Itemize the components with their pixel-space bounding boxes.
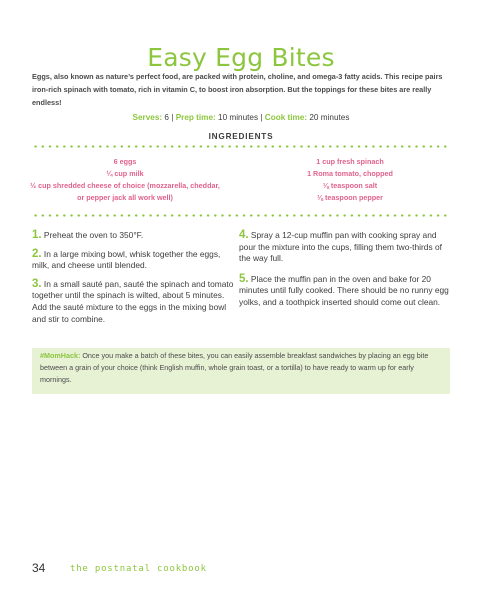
recipe-step [32, 249, 237, 272]
ingredient-item: 1 Roma tomato, chopped [307, 169, 393, 178]
step-number: 5. [239, 272, 249, 285]
prep-label: Prep time: [175, 113, 216, 122]
recipe-intro: Eggs, also known as nature’s perfect food, are packed with protein, choline, and omega-3 fatty acids. This recipe pairs iron-rich spinach with tomato, rich in vitamin C, to boost iron absorption. But the toppings for these bites are really endless! [32, 72, 443, 107]
step-text: In a small sauté pan, sauté the spinach and tomato together until the spinach is wilted, about 5 minutes. Add the sauté mixture to the eggs in the mixing bowl and stir to combine. [32, 278, 234, 324]
ingredient-item: ¼ cup milk [106, 169, 144, 178]
recipe-meta [0, 113, 482, 122]
cook-label: Cook time: [264, 113, 308, 122]
dotted-divider-top [32, 145, 450, 148]
ingredients-heading: INGREDIENTS [208, 132, 274, 141]
recipe-title: Easy Egg Bites [147, 42, 335, 72]
ingredient-item: ⅛ teaspoon pepper [317, 193, 383, 202]
ingredients-left-column [30, 156, 220, 204]
step-text: Preheat the oven to 350°F. [43, 230, 144, 240]
step-text: Place the muffin pan in the oven and bake for 20 minutes until fully cooked. There should be no runny egg yolks, and a toothpick inserted should come out clean. [239, 273, 449, 307]
ingredient-item: ⅛ teaspoon salt [322, 181, 378, 190]
recipe-step [239, 274, 449, 309]
step-text: Spray a 12-cup muffin pan with cooking spray and pour the mixture into the cups, filling them two-thirds of the way full. [239, 230, 442, 264]
recipe-step [32, 230, 237, 242]
recipe-step [32, 279, 237, 325]
book-title: the postnatal cookbook [70, 564, 207, 574]
mom-hack-box [32, 348, 450, 394]
step-number: 1. [32, 229, 42, 241]
mom-hack-tag: #MomHack: [40, 351, 81, 360]
steps-left-column [32, 230, 237, 332]
serves-value: 6 [164, 113, 169, 122]
ingredient-item: 1 cup fresh spinach [316, 157, 384, 166]
recipe-step [239, 230, 449, 265]
ingredient-item: ½ cup shredded cheese of choice (mozzarella, cheddar, or pepper jack all work well) [30, 181, 220, 202]
dotted-divider-bottom [32, 214, 450, 217]
step-text: In a large mixing bowl, whisk together the eggs, milk, and cheese until blended. [32, 248, 221, 271]
meta-separator: | [260, 113, 263, 122]
steps-right-column [239, 230, 449, 316]
serves-label: Serves: [132, 113, 163, 122]
ingredient-item: 6 eggs [113, 157, 137, 166]
ingredients-right-column [250, 156, 450, 204]
step-number: 2. [32, 247, 42, 260]
page-number: 34 [32, 561, 46, 575]
mom-hack-text: Once you make a batch of these bites, you can easily assemble breakfast sandwiches by placing an egg bite between a grain of your choice (think English muffin, whole grain toast, or a tortilla) to have ready to warm up for early mornings. [40, 351, 429, 384]
cook-value: 20 minutes [309, 113, 350, 122]
step-number: 4. [239, 229, 249, 241]
meta-separator: | [171, 113, 174, 122]
step-number: 3. [32, 277, 42, 290]
prep-value: 10 minutes [218, 113, 259, 122]
